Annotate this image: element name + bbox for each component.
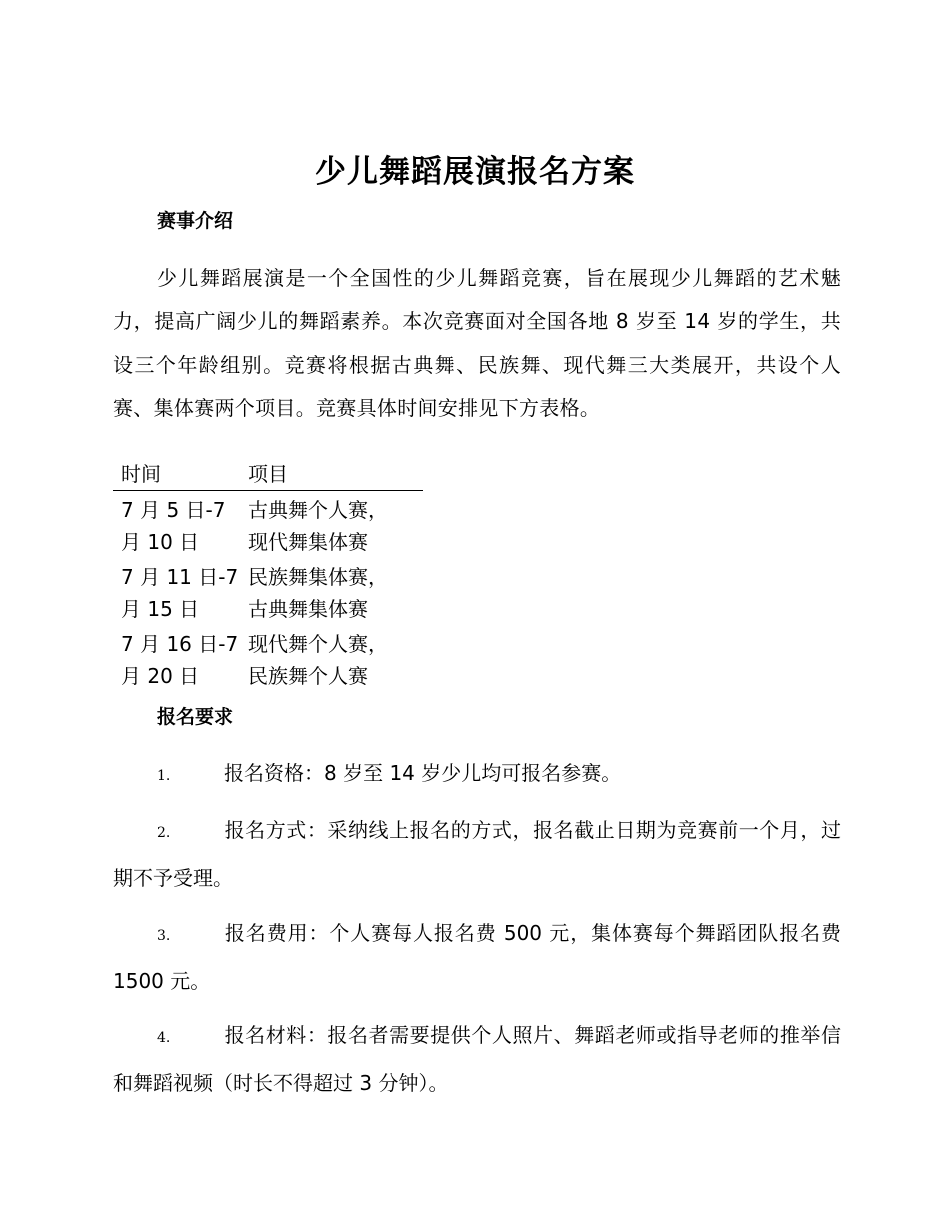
list-text: 报名资格：8 岁至 14 岁少儿均可报名参赛。 bbox=[224, 761, 622, 785]
section-heading-intro: 赛事介绍 bbox=[157, 210, 234, 232]
schedule-time-line: 月 15 日 bbox=[121, 597, 200, 621]
schedule-header-row bbox=[113, 458, 423, 491]
document-title: 少儿舞蹈展演报名方案 bbox=[315, 154, 635, 190]
schedule-item-line: 古典舞集体赛 bbox=[248, 597, 368, 621]
list-number: 2. bbox=[157, 825, 171, 841]
schedule-time-line: 7 月 11 日-7 bbox=[121, 565, 239, 589]
list-item bbox=[113, 751, 841, 799]
schedule-item-line: 现代舞集体赛 bbox=[248, 530, 368, 554]
schedule-item-line: 现代舞个人赛， bbox=[248, 632, 388, 656]
list-number: 1. bbox=[157, 768, 171, 784]
table-row bbox=[113, 625, 423, 692]
list-item bbox=[113, 1013, 841, 1106]
table-row bbox=[113, 558, 423, 625]
schedule-time-line: 7 月 16 日-7 bbox=[121, 632, 239, 656]
schedule-header-time: 时间 bbox=[121, 462, 161, 486]
schedule-time-line: 7 月 5 日-7 bbox=[121, 498, 226, 522]
schedule-table bbox=[113, 458, 423, 692]
intro-paragraph: 少儿舞蹈展演是一个全国性的少儿舞蹈竞赛，旨在展现少儿舞蹈的艺术魅力，提高广阔少儿的舞蹈素养。本次竞赛面对全国各地 8 岁至 14 岁的学生，共设三个年龄组别。竞赛将根据古典舞、民族舞、现代舞三大类展开，共设个人赛、集体赛两个项目。竞赛具体时间安排见下方表格。 bbox=[113, 266, 841, 420]
list-text: 报名费用：个人赛每人报名费 500 元，集体赛每个舞蹈团队报名费 1500 元。 bbox=[113, 921, 841, 993]
schedule-item-line: 古典舞个人赛， bbox=[248, 498, 388, 522]
list-number: 3. bbox=[157, 928, 171, 944]
list-item bbox=[113, 911, 841, 1004]
list-item bbox=[113, 808, 841, 901]
section-heading-requirements: 报名要求 bbox=[157, 706, 234, 728]
list-text: 报名材料：报名者需要提供个人照片、舞蹈老师或指导老师的推举信和舞蹈视频（时长不得超过 3 分钟）。 bbox=[113, 1023, 841, 1095]
schedule-item-line: 民族舞集体赛， bbox=[248, 565, 388, 589]
schedule-header-item: 项目 bbox=[248, 462, 288, 486]
schedule-time-line: 月 10 日 bbox=[121, 530, 200, 554]
table-row bbox=[113, 491, 423, 558]
list-text: 报名方式：采纳线上报名的方式，报名截止日期为竞赛前一个月，过期不予受理。 bbox=[113, 818, 841, 890]
list-number: 4. bbox=[157, 1030, 171, 1046]
schedule-item-line: 民族舞个人赛 bbox=[248, 664, 368, 688]
schedule-time-line: 月 20 日 bbox=[121, 664, 200, 688]
